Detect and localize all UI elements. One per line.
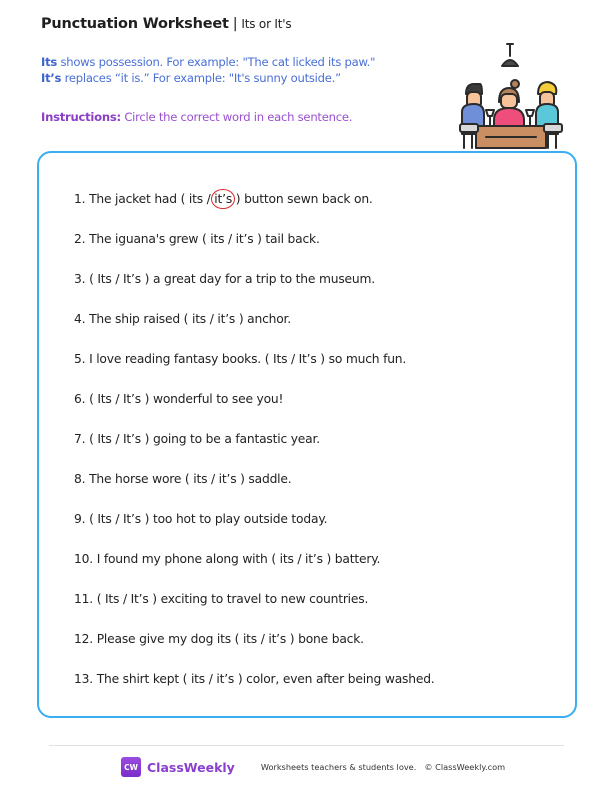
question-13 (74, 671, 554, 711)
question-text[interactable]: I found my phone along with ( its / it’s ) battery. (96, 552, 381, 566)
question-text[interactable]: The horse wore ( its / it’s ) saddle. (89, 472, 292, 486)
question-text-before: The jacket had ( its / (89, 192, 215, 206)
question-text[interactable]: ( Its / It’s ) wonderful to see you! (89, 392, 284, 406)
question-1 (74, 191, 554, 231)
question-10 (74, 551, 554, 591)
instructions-label: Instructions: (41, 110, 121, 124)
question-3 (74, 271, 554, 311)
question-text[interactable]: ( Its / It’s ) going to be a fantastic year. (89, 432, 320, 446)
question-text[interactable]: ( Its / It’s ) too hot to play outside today. (89, 512, 328, 526)
intro-line2-text: replaces “it is.” For example: "It's sunny outside.” (61, 71, 341, 85)
term-its: Its (41, 55, 58, 69)
intro-line-its-apostrophe (41, 70, 375, 86)
footer-tagline: Worksheets teachers & students love. (260, 762, 417, 772)
people-dining-at-table-icon (452, 42, 568, 150)
intro-line1-text: shows possession. For example: "The cat licked its paw." (57, 55, 376, 69)
brand-name: ClassWeekly (147, 759, 235, 775)
question-number: 3. (74, 272, 86, 286)
question-number: 9. (74, 512, 86, 526)
question-9 (74, 511, 554, 551)
question-number: 5. (74, 352, 86, 366)
question-number: 7. (74, 432, 86, 446)
intro-line-its (41, 54, 375, 70)
question-text-after: ) button sewn back on. (232, 192, 373, 206)
footer (121, 757, 505, 777)
classweekly-logo-icon: CW (121, 757, 141, 777)
question-text[interactable]: The shirt kept ( its / it’s ) color, even after being washed. (96, 672, 435, 686)
question-text[interactable]: The ship raised ( its / it’s ) anchor. (89, 312, 291, 326)
title-main: Punctuation Worksheet (41, 16, 229, 32)
question-text[interactable]: I love reading fantasy books. ( Its / It’s ) so much fun. (89, 352, 407, 366)
question-text[interactable]: Please give my dog its ( its / it’s ) bone back. (96, 632, 364, 646)
intro-explanation (41, 54, 375, 86)
question-number: 10. (74, 552, 93, 566)
question-12 (74, 631, 554, 671)
instructions-text: Circle the correct word in each sentence. (120, 110, 353, 124)
question-number: 1. (74, 192, 86, 206)
title-separator: | (232, 16, 238, 32)
question-2 (74, 231, 554, 271)
question-text[interactable]: ( Its / It’s ) exciting to travel to new countries. (96, 592, 369, 606)
title-subtitle: Its or It's (241, 17, 292, 31)
question-number: 12. (74, 632, 93, 646)
question-text[interactable]: ( Its / It’s ) a great day for a trip to the museum. (89, 272, 375, 286)
term-it-s: It’s (41, 71, 62, 85)
question-list (74, 191, 554, 711)
question-7 (74, 431, 554, 471)
instructions (41, 110, 352, 124)
question-4 (74, 311, 554, 351)
question-11 (74, 591, 554, 631)
footer-copyright: © ClassWeekly.com (424, 762, 506, 772)
question-number: 13. (74, 672, 93, 686)
question-number: 11. (74, 592, 93, 606)
question-number: 4. (74, 312, 86, 326)
question-number: 2. (74, 232, 86, 246)
question-text[interactable]: The iguana's grew ( its / it’s ) tail back. (89, 232, 320, 246)
question-5 (74, 351, 554, 391)
circled-answer[interactable]: it’s (214, 192, 233, 206)
footer-divider (49, 745, 564, 746)
question-6 (74, 391, 554, 431)
question-number: 6. (74, 392, 86, 406)
worksheet-title (41, 16, 291, 32)
question-8 (74, 471, 554, 511)
question-number: 8. (74, 472, 86, 486)
